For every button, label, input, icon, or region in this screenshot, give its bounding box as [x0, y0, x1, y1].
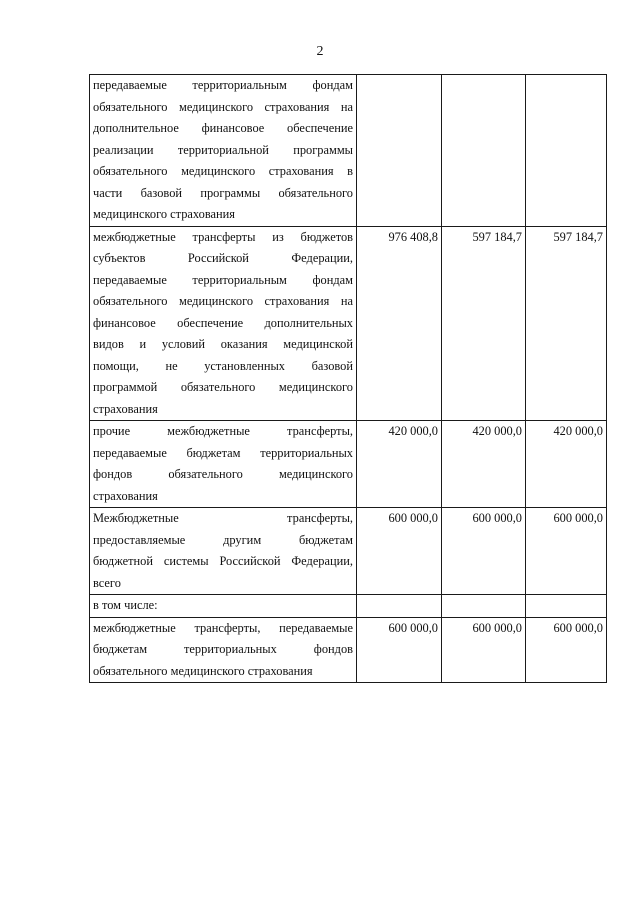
description-line: дополнительное финансовое обеспечение — [93, 121, 353, 135]
description-line: части базовой программы обязательного — [93, 185, 353, 200]
table-row — [90, 226, 607, 421]
amount-cell-2: 600 000,0 — [442, 617, 526, 683]
description-line: обязательного медицинского страхования на — [93, 294, 353, 308]
amount-cell-2: 600 000,0 — [442, 508, 526, 595]
amount-cell-1 — [357, 595, 442, 618]
amount-cell-2 — [442, 75, 526, 227]
description-line: передаваемые территориальным фондам — [93, 78, 353, 92]
table-row — [90, 421, 607, 508]
row-description — [90, 595, 357, 618]
description-line: всего — [93, 575, 121, 590]
description-line: реализации территориальной программы — [93, 142, 353, 157]
amount-cell-1 — [357, 75, 442, 227]
row-description — [90, 508, 357, 595]
description-line: субъектов Российской Федерации, — [93, 251, 353, 265]
description-line: в том числе: — [93, 598, 158, 612]
description-line: обязательного медицинского страхования в — [93, 164, 353, 178]
amount-cell-1: 600 000,0 — [357, 617, 442, 683]
table-row — [90, 595, 607, 618]
amount-cell-1: 420 000,0 — [357, 421, 442, 508]
row-description — [90, 617, 357, 683]
description-line: фондов обязательного медицинского — [93, 467, 353, 481]
description-line: видов и условий оказания медицинской — [93, 337, 353, 351]
row-description — [90, 421, 357, 508]
amount-cell-1: 976 408,8 — [357, 226, 442, 421]
amount-cell-3 — [526, 595, 607, 618]
description-line: программой обязательного медицинского — [93, 380, 353, 394]
description-line: обязательного медицинского страхования — [93, 663, 313, 678]
row-description — [90, 75, 357, 227]
description-line: бюджетам территориальных фондов — [93, 642, 353, 656]
description-line: медицинского страхования — [93, 207, 235, 221]
description-line: Межбюджетные трансферты, — [93, 511, 353, 525]
amount-cell-3: 420 000,0 — [526, 421, 607, 508]
description-line: обязательного медицинского страхования на — [93, 99, 353, 114]
description-line: предоставляемые другим бюджетам — [93, 532, 353, 547]
row-description — [90, 226, 357, 421]
table-row — [90, 508, 607, 595]
amount-cell-2: 420 000,0 — [442, 421, 526, 508]
amount-cell-2: 597 184,7 — [442, 226, 526, 421]
description-line: страхования — [93, 488, 158, 503]
description-line: бюджетной системы Российской Федерации, — [93, 554, 353, 568]
page-number: 2 — [316, 44, 324, 59]
description-line: передаваемые территориальным фондам — [93, 272, 353, 287]
description-line: межбюджетные трансферты из бюджетов — [93, 229, 353, 244]
description-line: передаваемые бюджетам территориальных — [93, 445, 353, 460]
description-line: прочие межбюджетные трансферты, — [93, 424, 353, 438]
table-row — [90, 617, 607, 683]
description-line: финансовое обеспечение дополнительных — [93, 315, 353, 330]
amount-cell-3 — [526, 75, 607, 227]
description-line: страхования — [93, 401, 158, 416]
table-row — [90, 75, 607, 227]
budget-table — [89, 74, 607, 683]
amount-cell-3: 600 000,0 — [526, 617, 607, 683]
amount-cell-2 — [442, 595, 526, 618]
amount-cell-3: 600 000,0 — [526, 508, 607, 595]
amount-cell-1: 600 000,0 — [357, 508, 442, 595]
description-line: межбюджетные трансферты, передаваемые — [93, 620, 353, 635]
description-line: помощи, не установленных базовой — [93, 358, 353, 373]
amount-cell-3: 597 184,7 — [526, 226, 607, 421]
budget-table-body — [90, 75, 607, 683]
